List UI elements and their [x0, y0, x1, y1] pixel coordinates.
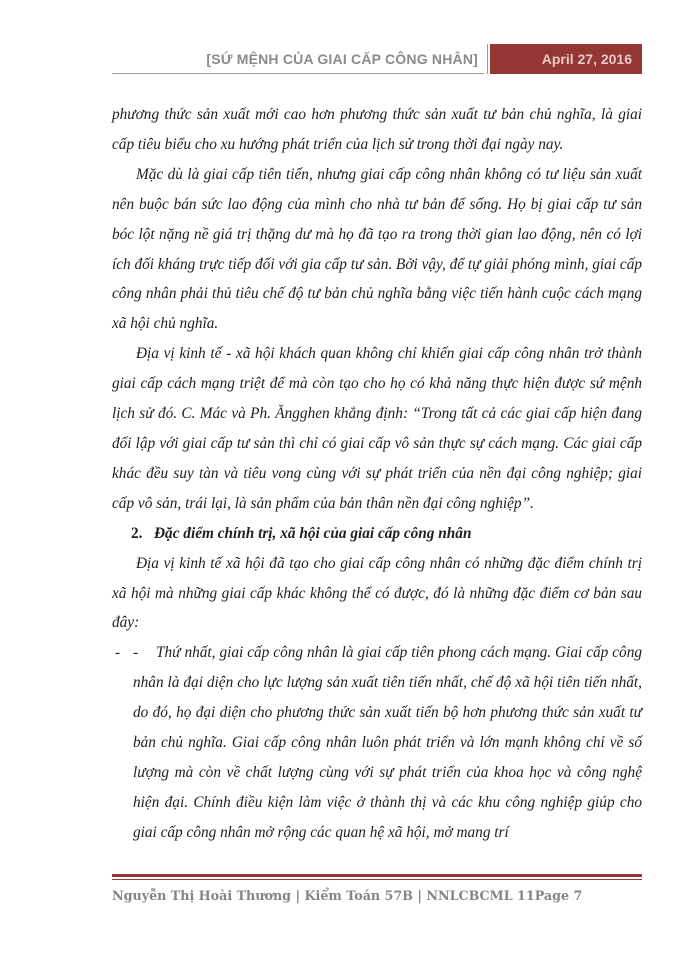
bullet-marker: - — [115, 644, 121, 662]
footer-rule-thick — [112, 874, 642, 877]
section-title: Đặc điểm chính trị, xã hội của giai cấp công nhân — [154, 524, 472, 542]
bullet-text: Thứ nhất, giai cấp công nhân là giai cấp tiên phong cách mạng. Giai cấp công nhân là đại diện cho lực lượng sản xuất tiên tiến nhất, chế độ xã hội tiên tiến nhất, do đó, họ đại diện cho phương thức sản xuất tiến bộ hơn phương thức sản xuất tư bản chủ nghĩa. Giai cấp công nhân luôn phát triển và lớn mạnh không chỉ về số lượng mà còn về chất lượng cùng với sự phát triển của khoa học và công nghệ hiện đại. Chính điều kiện làm việc ở thành thị và các khu công nghiệp giúp cho giai cấp công nhân mở rộng các quan hệ xã hội, mở mang trí — [133, 644, 642, 841]
paragraph-historic-mission: Địa vị kinh tế - xã hội khách quan không chỉ khiến giai cấp công nhân trở thành giai cấp cách mạng triệt để mà còn tạo cho họ có khả năng thực hiện được sứ mệnh lịch sử đó. C. Mác và Ph. Ăngghen khẳng định: “Trong tất cả các giai cấp hiện đang đối lập với giai cấp tư sản thì chỉ có giai cấp vô sản thực sự cách mạng. Các giai cấp khác đều suy tàn và tiêu vong cùng với sự phát triển của nền đại công nghiệp; giai cấp vô sản, trái lại, là sản phẩm của bản thân nền đại công nghiệp”. — [112, 345, 642, 512]
header-divider — [487, 44, 488, 74]
footer-rule-thin — [112, 879, 642, 880]
paragraph-labor: Mặc dù là giai cấp tiên tiến, nhưng giai cấp công nhân không có tư liệu sản xuất nên buộc bán sức lao động của mình cho nhà tư bản để sống. Họ bị giai cấp tư sản bóc lột nặng nề giá trị thặng dư mà họ đã tạo ra trong thời gian lao động, nên có lợi ích đối kháng trực tiếp đối với gia cấp tư sản. Bởi vậy, để tự giải phóng mình, giai cấp công nhân phải thủ tiêu chế độ tư bản chủ nghĩa bằng việc tiến hành cuộc cách mạng xã hội chủ nghĩa. — [112, 165, 642, 333]
bullet-lead: - — [133, 644, 139, 662]
header-title: [SỨ MỆNH CỦA GIAI CẤP CÔNG NHÂN] — [112, 44, 484, 74]
document-body — [112, 100, 642, 848]
section-heading — [112, 519, 642, 549]
section-number: 2. — [131, 524, 143, 542]
paragraph-characteristics: Địa vị kinh tế xã hội đã tạo cho giai cấp công nhân có những đặc điểm chính trị xã hội mà những giai cấp khác không thể có được, đó là những đặc điểm cơ bản sau đây: — [112, 554, 642, 632]
header-date: April 27, 2016 — [490, 44, 642, 74]
bullet-item — [112, 638, 642, 847]
page-header — [112, 44, 642, 74]
paragraph-continuation: phương thức sản xuất mới cao hơn phương thức sản xuất tư bản chủ nghĩa, là giai cấp tiêu biểu cho xu hướng phát triển của lịch sử trong thời đại ngày nay. — [112, 106, 642, 153]
page-footer: Nguyễn Thị Hoài Thương | Kiểm Toán 57B | NNLCBCML 11Page 7 — [112, 888, 583, 903]
